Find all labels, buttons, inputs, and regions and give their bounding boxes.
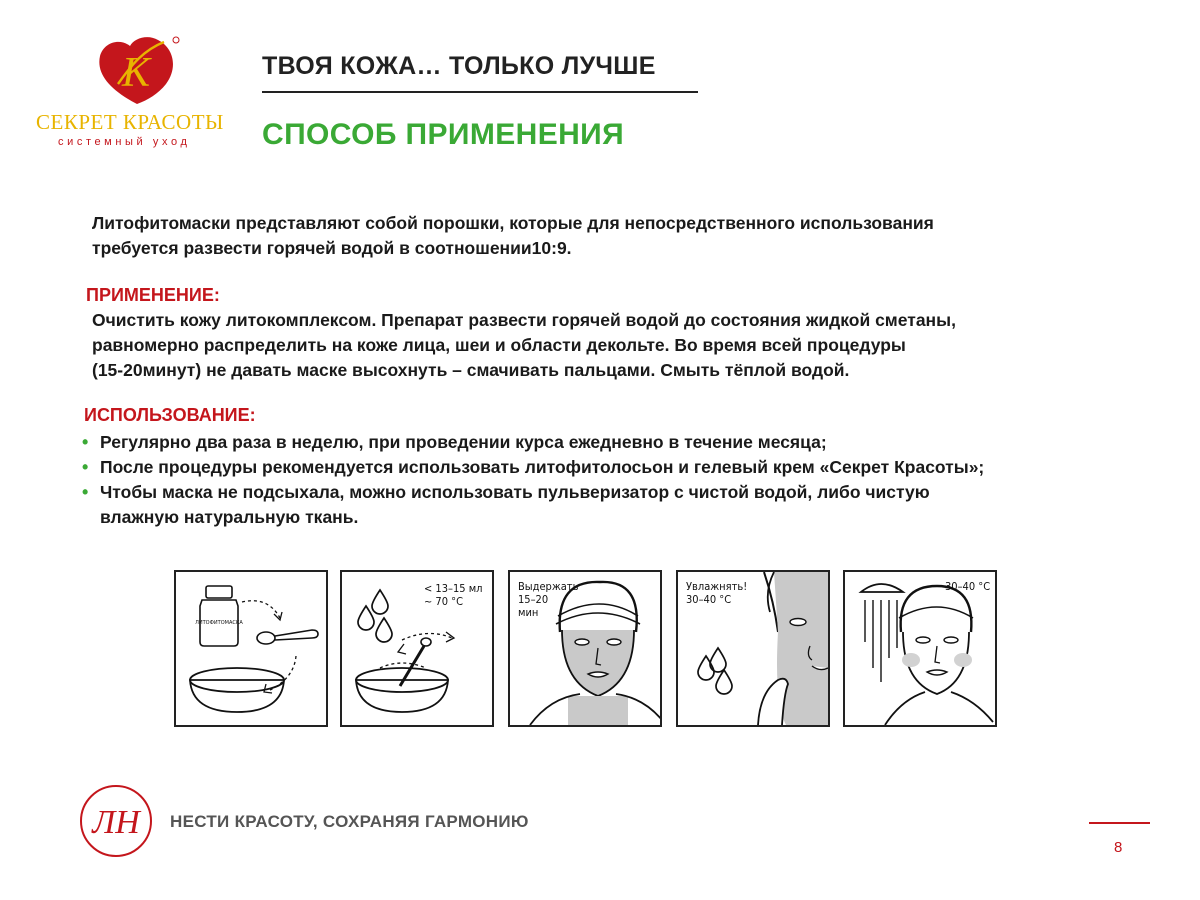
usage-item-text: Регулярно два раза в неделю, при проведении курса ежедневно в течение месяца; <box>100 432 827 452</box>
usage-item <box>80 455 984 480</box>
footer-motto: НЕСТИ КРАСОТУ, СОХРАНЯЯ ГАРМОНИЮ <box>170 812 529 831</box>
monogram-logo-icon <box>78 783 154 859</box>
intro-paragraph <box>92 211 934 261</box>
intro-line: Литофитомаски представляют собой порошки, которые для непосредственного использования <box>92 213 934 233</box>
step-note: Увлажнять! 30–40 °С <box>686 580 748 606</box>
usage-item-text: После процедуры рекомендуется использовать литофитолосьон и гелевый крем «Секрет Красоты»; <box>100 457 985 477</box>
usage-heading: ИСПОЛЬЗОВАНИЕ: <box>84 405 256 425</box>
shower-rinse-face-icon <box>845 572 995 725</box>
step-panel-moisten <box>676 570 830 727</box>
step-panel-rinse <box>843 570 997 727</box>
step-panel-wait <box>508 570 662 727</box>
usage-item-continuation: влажную натуральную ткань. <box>100 507 359 527</box>
usage-list <box>80 430 984 530</box>
bullet-icon: • <box>82 482 89 502</box>
svg-text:К: К <box>122 50 150 96</box>
page-number: 8 <box>1114 839 1123 856</box>
application-heading: ПРИМЕНЕНИЕ: <box>86 285 220 305</box>
step-panel-add-water <box>340 570 494 727</box>
bullet-icon: • <box>82 432 89 452</box>
brand-logo-icon <box>92 34 182 106</box>
step-note: Выдержать 15–20 мин <box>518 580 579 619</box>
usage-item-text: Чтобы маска не подсыхала, можно использовать пульверизатор с чистой водой, либо чистую <box>100 482 930 502</box>
svg-text:ЛН: ЛН <box>92 804 140 841</box>
step-panel-mix-powder <box>174 570 328 727</box>
step-note: < 13–15 мл ~ 70 °С <box>424 582 483 608</box>
application-line: Очистить кожу литокомплексом. Препарат развести горячей водой до состояния жидкой сметаны, <box>92 310 956 330</box>
usage-item <box>80 430 984 455</box>
brand-name: СЕКРЕТ КРАСОТЫ <box>36 110 224 134</box>
header-divider <box>262 91 698 93</box>
intro-line: требуется развести горячей водой в соотношении10:9. <box>92 238 572 258</box>
powder-jar-spoon-bowl-icon <box>176 572 326 725</box>
header-slogan: ТВОЯ КОЖА… ТОЛЬКО ЛУЧШЕ <box>262 52 656 80</box>
svg-text:ЛИТОФИТОМАСКА: ЛИТОФИТОМАСКА <box>195 620 243 626</box>
application-paragraph <box>92 308 956 383</box>
step-note: 30–40 °С <box>945 580 991 593</box>
bullet-icon: • <box>82 457 89 477</box>
application-line: равномерно распределить на коже лица, шеи и области декольте. Во время всей процедуры <box>92 335 906 355</box>
brand-tagline: системный уход <box>58 136 191 148</box>
application-line: (15-20минут) не давать маске высохнуть – смачивать пальцами. Смыть тёплой водой. <box>92 360 850 380</box>
usage-item <box>80 480 984 530</box>
page-number-rule <box>1089 822 1150 824</box>
section-title: СПОСОБ ПРИМЕНЕНИЯ <box>262 118 625 151</box>
